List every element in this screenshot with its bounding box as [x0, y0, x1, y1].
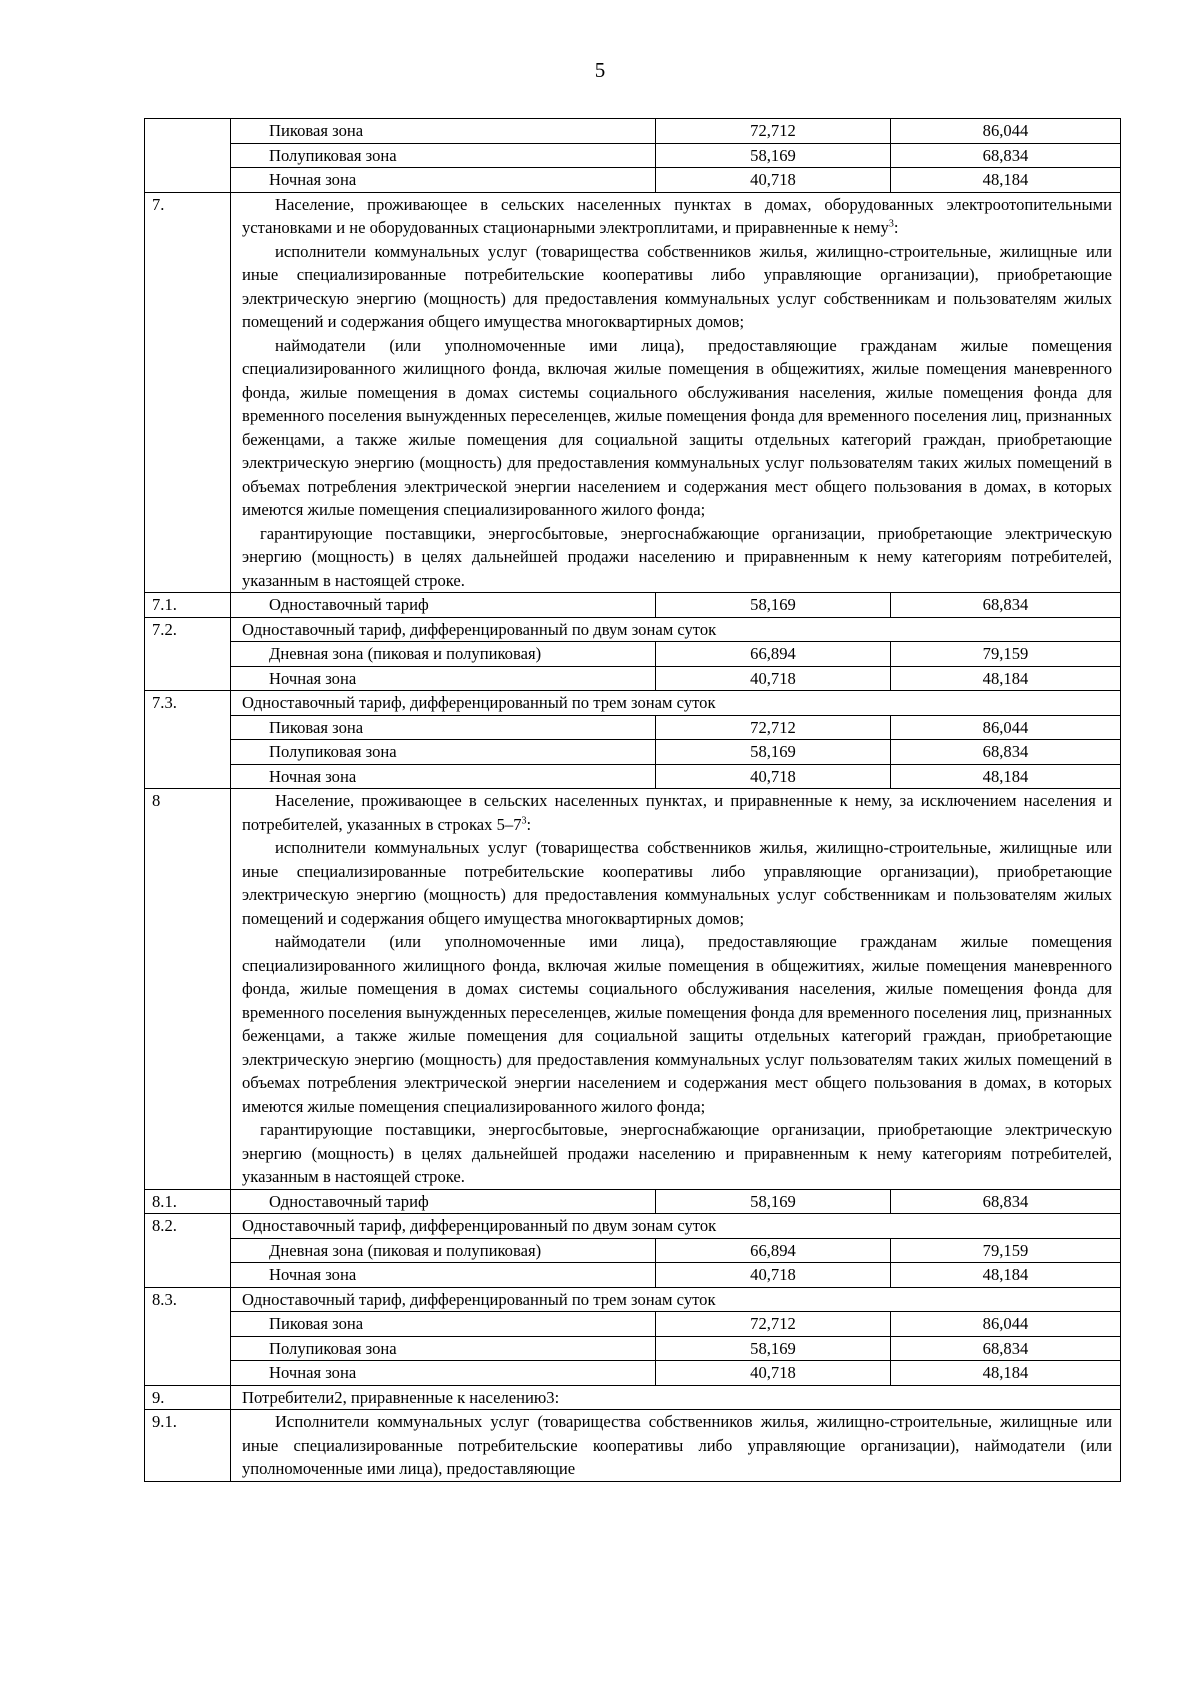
- table-row: [145, 1336, 1121, 1361]
- tariff-value-2: 86,044: [891, 715, 1121, 740]
- tariff-value-1: 66,894: [656, 642, 891, 667]
- description-paragraph: Население, проживающее в сельских населенных пунктах, и приравненные к нему, за исключением населения и потребителей, указанных в строках $5-7^3$:: [242, 791, 1112, 834]
- table-row: [145, 1410, 1121, 1482]
- tariff-value-1: 58,169: [656, 593, 891, 618]
- zone-label: Ночная зона: [231, 1263, 656, 1288]
- tariff-value-2: 68,834: [891, 740, 1121, 765]
- table-row: [145, 1238, 1121, 1263]
- zone-label: Дневная зона (пиковая и полупиковая): [231, 1238, 656, 1263]
- tariff-value-2: 48,184: [891, 666, 1121, 691]
- row-number: 8.2.: [145, 1214, 231, 1288]
- zone-label: Дневная зона (пиковая и полупиковая): [231, 642, 656, 667]
- description-paragraph: исполнители коммунальных услуг (товарищества собственников жилья, жилищно-строительные, жилищные или иные специализированные потребительские кооперативы либо управляющие организации), приобретающие электрическую энергию (мощность) для предоставления коммунальных услуг собственникам и пользователям жилых помещений и содержания общего имущества многоквартирных домов;: [242, 838, 1112, 928]
- description-paragraph: наймодатели (или уполномоченные ими лица), предоставляющие гражданам жилые помещения специализированного жилищного фонда, включая жилые помещения в общежитиях, жилые помещения маневренного фонда, жилые помещения в домах системы социального обслуживания населения, жилые помещения фонда для временного поселения вынужденных переселенцев, жилые помещения фонда для временного поселения лиц, признанных беженцами, а также жилые помещения для социальной защиты отдельных категорий граждан, приобретающие электрическую энергию (мощность) для предоставления коммунальных услуг пользователям таких жилых помещений в объемах потребления электрической энергии населением и содержания мест общего пользования в домах, в которых имеются жилые помещения специализированного жилого фонда;: [242, 335, 1112, 519]
- zone-label: Ночная зона: [231, 168, 656, 193]
- row-number: 9.: [145, 1385, 231, 1410]
- table-row: [145, 119, 1121, 144]
- description-paragraph: наймодатели (или уполномоченные ими лица), предоставляющие гражданам жилые помещения специализированного жилищного фонда, включая жилые помещения в общежитиях, жилые помещения маневренного фонда, жилые помещения в домах системы социального обслуживания населения, жилые помещения фонда для временного поселения вынужденных переселенцев, жилые помещения фонда для временного поселения лиц, признанных беженцами, а также жилые помещения для социальной защиты отдельных категорий граждан, приобретающие электрическую энергию (мощность) для предоставления коммунальных услуг пользователям таких жилых помещений в объемах потребления электрической энергии населением и содержания мест общего пользования в домах, в которых имеются жилые помещения специализированного жилого фонда;: [242, 932, 1112, 1116]
- tariff-value-2: 48,184: [891, 168, 1121, 193]
- tariff-value-1: 40,718: [656, 1361, 891, 1386]
- tariff-value-2: 68,834: [891, 1189, 1121, 1214]
- table-row: [145, 617, 1121, 642]
- tariff-header: Одноставочный тариф, дифференцированный по трем зонам суток: [231, 1287, 1121, 1312]
- description-paragraph: Население, проживающее в сельских населенных пунктах в домах, оборудованных электроотопительными установками и не оборудованных стационарными электроплитами, и приравненные к нему$^3$:: [242, 194, 1112, 237]
- zone-label: Полупиковая зона: [231, 143, 656, 168]
- tariff-value-2: 48,184: [891, 764, 1121, 789]
- row-number: 7.1.: [145, 593, 231, 618]
- tariff-value-1: 58,169: [656, 143, 891, 168]
- tariff-value-1: 58,169: [656, 1189, 891, 1214]
- table-row: [145, 1214, 1121, 1239]
- tariff-label: Одноставочный тариф: [231, 593, 656, 618]
- zone-label: Ночная зона: [231, 666, 656, 691]
- row-number: 8: [145, 789, 231, 1190]
- zone-label: Ночная зона: [231, 764, 656, 789]
- tariff-header: Одноставочный тариф, дифференцированный по двум зонам суток: [231, 617, 1121, 642]
- table-row: [145, 168, 1121, 193]
- tariff-value-1: 40,718: [656, 1263, 891, 1288]
- table-row: [145, 1263, 1121, 1288]
- row-number-cell: [145, 119, 231, 193]
- tariff-value-1: 40,718: [656, 666, 891, 691]
- zone-label: Пиковая зона: [231, 119, 656, 144]
- row-number: 8.3.: [145, 1287, 231, 1385]
- section-header: Потребители2, приравненные к населению3:: [231, 1385, 1121, 1410]
- tariff-value-2: 68,834: [891, 1336, 1121, 1361]
- tariff-value-2: 79,159: [891, 1238, 1121, 1263]
- zone-label: Ночная зона: [231, 1361, 656, 1386]
- tariff-value-2: 68,834: [891, 593, 1121, 618]
- row-number: 9.1.: [145, 1410, 231, 1482]
- tariff-value-1: 66,894: [656, 1238, 891, 1263]
- tariff-label: Одноставочный тариф: [231, 1189, 656, 1214]
- table-row: [145, 1287, 1121, 1312]
- tariff-value-1: 58,169: [656, 1336, 891, 1361]
- zone-label: Полупиковая зона: [231, 740, 656, 765]
- tariff-value-2: 86,044: [891, 1312, 1121, 1337]
- section-7-description-row: [145, 192, 1121, 593]
- tariff-value-2: 68,834: [891, 143, 1121, 168]
- table-row: [145, 1361, 1121, 1386]
- description-paragraph: гарантирующие поставщики, энергосбытовые, энергоснабжающие организации, приобретающие электрическую энергию (мощность) в целях дальнейшей продажи населению и приравненным к нему категориям потребителей, указанным в настоящей строке.: [242, 523, 1112, 590]
- table-row: [145, 1189, 1121, 1214]
- description-paragraph: Исполнители коммунальных услуг (товарищества собственников жилья, жилищно-строительные, жилищные или иные специализированные потребительские кооперативы либо управляющие организации), наймодатели (или уполномоченные ими лица), предоставляющие: [242, 1412, 1112, 1478]
- zone-label: Пиковая зона: [231, 1312, 656, 1337]
- tariff-value-1: 40,718: [656, 168, 891, 193]
- zone-label: Полупиковая зона: [231, 1336, 656, 1361]
- tariff-header: Одноставочный тариф, дифференцированный по двум зонам суток: [231, 1214, 1121, 1239]
- table-row: [145, 764, 1121, 789]
- section-8-description-row: [145, 789, 1121, 1190]
- zone-label: Пиковая зона: [231, 715, 656, 740]
- tariff-value-2: 48,184: [891, 1361, 1121, 1386]
- tariff-value-2: 86,044: [891, 119, 1121, 144]
- description-paragraph: гарантирующие поставщики, энергосбытовые, энергоснабжающие организации, приобретающие электрическую энергию (мощность) в целях дальнейшей продажи населению и приравненным к нему категориям потребителей, указанным в настоящей строке.: [242, 1120, 1112, 1186]
- tariff-value-1: 72,712: [656, 119, 891, 144]
- table-row: [145, 143, 1121, 168]
- page-number: 5: [594, 58, 606, 82]
- tariff-value-1: 72,712: [656, 715, 891, 740]
- section-description: [231, 1410, 1121, 1482]
- row-number: 7.3.: [145, 691, 231, 789]
- table-row: [145, 642, 1121, 667]
- tariff-value-1: 72,712: [656, 1312, 891, 1337]
- table-row: [145, 691, 1121, 716]
- table-row: [145, 593, 1121, 618]
- tariff-value-2: 48,184: [891, 1263, 1121, 1288]
- tariff-value-1: 58,169: [656, 740, 891, 765]
- section-description: [231, 192, 1121, 593]
- tariff-value-1: 40,718: [656, 764, 891, 789]
- tariff-value-2: 79,159: [891, 642, 1121, 667]
- section-description: [231, 789, 1121, 1190]
- description-paragraph: исполнители коммунальных услуг (товарищества собственников жилья, жилищно-строительные, жилищные или иные специализированные потребительские кооперативы либо управляющие организации), приобретающие электрическую энергию (мощность) для предоставления коммунальных услуг собственникам и пользователям жилых помещений и содержания общего имущества многоквартирных домов;: [242, 241, 1112, 331]
- table-row: [145, 1312, 1121, 1337]
- table-row: [145, 666, 1121, 691]
- tariff-table: [144, 118, 1121, 1482]
- table-row: [145, 1385, 1121, 1410]
- tariff-header: Одноставочный тариф, дифференцированный по трем зонам суток: [231, 691, 1121, 716]
- row-number: 7.2.: [145, 617, 231, 691]
- row-number: 7.: [145, 192, 231, 593]
- table-row: [145, 740, 1121, 765]
- table-row: [145, 715, 1121, 740]
- row-number: 8.1.: [145, 1189, 231, 1214]
